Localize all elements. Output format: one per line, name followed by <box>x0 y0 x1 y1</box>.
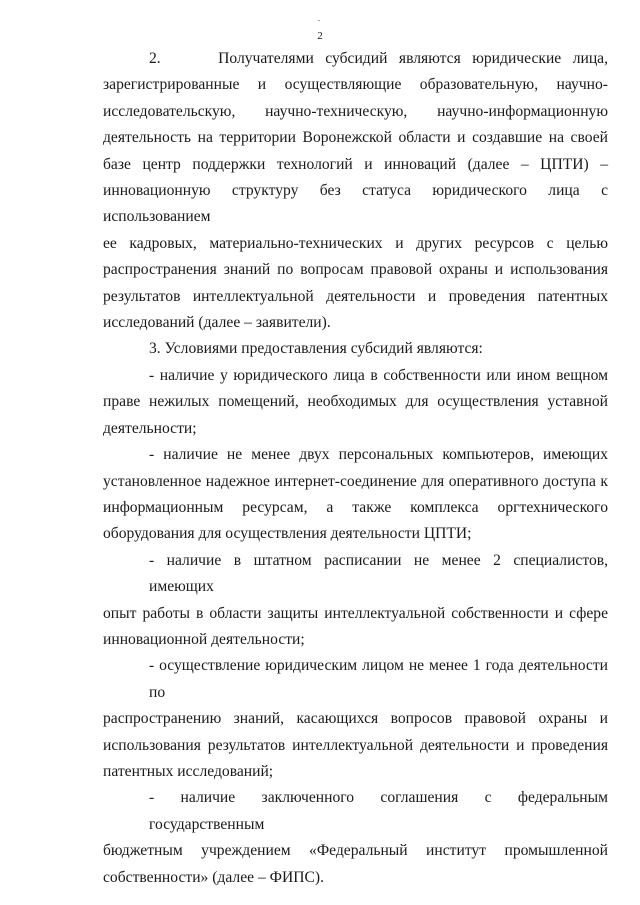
condition-item-specialists <box>103 548 608 654</box>
condition-item-premises <box>103 363 608 442</box>
text-line: распространения знаний по вопросам правовой охраны и использования <box>103 261 608 279</box>
text-line: деятельности; <box>103 419 197 437</box>
condition-item-experience <box>103 653 608 785</box>
text-line: результатов интеллектуальной деятельности и проведения патентных <box>103 287 608 305</box>
text-line: исследовательскую, научно-техническую, научно-информационную <box>103 102 608 120</box>
text-line: патентных исследований; <box>103 762 274 780</box>
text-line: установленное надежное интернет-соединение для оперативного доступа к <box>103 472 608 490</box>
text-line: информационным ресурсам, а также комплекса оргтехнического <box>103 498 608 516</box>
text-line: - наличие у юридического лица в собственности или ином вещном <box>149 366 608 384</box>
text-line: использования результатов интеллектуальной деятельности и проведения <box>103 736 608 754</box>
paragraph-recipients <box>103 46 608 336</box>
text-line: - наличие не менее двух персональных компьютеров, имеющих <box>149 446 608 464</box>
text-line: опыт работы в области защиты интеллектуальной собственности и сфере <box>103 604 608 622</box>
text-line: оборудования для осуществления деятельности ЦПТИ; <box>103 525 472 543</box>
text-line: бюджетным учреждением «Федеральный институт промышленной <box>103 842 608 860</box>
document-body <box>103 46 608 891</box>
condition-item-computers <box>103 442 608 548</box>
text-line: 2. Получателями субсидий являются юридические лица, <box>149 50 608 67</box>
condition-item-agreement <box>103 785 608 891</box>
text-line: - наличие заключенного соглашения с федеральным государственным <box>149 789 608 833</box>
text-line: зарегистрированные и осуществляющие образовательную, научно- <box>103 76 608 94</box>
text-line: базе центр поддержки технологий и инноваций (далее – ЦПТИ) – <box>103 155 608 173</box>
text-line: инновационную структуру без статуса юридического лица с использованием <box>103 182 608 226</box>
page-number: 2 <box>317 30 323 42</box>
text-line: деятельность на территории Воронежской области и создавшие на своей <box>103 129 608 147</box>
text-line: праве нежилых помещений, необходимых для осуществления уставной <box>103 393 608 411</box>
paragraph-conditions-heading <box>103 336 608 362</box>
text-line: собственности» (далее – ФИПС). <box>103 868 324 886</box>
text-line: 3. Условиями предоставления субсидий являются: <box>149 340 483 358</box>
text-line: ее кадровых, материально-технических и других ресурсов с целью <box>103 234 608 252</box>
text-line: - осуществление юридическим лицом не менее 1 года деятельности по <box>149 657 608 701</box>
text-line: инновационной деятельности; <box>103 630 305 648</box>
text-line: - наличие в штатном расписании не менее 2 специалистов, имеющих <box>149 551 608 596</box>
text-line: распространению знаний, касающихся вопросов правовой охраны и <box>103 710 608 728</box>
scan-artifact <box>318 20 320 21</box>
text-line: исследований (далее – заявители). <box>103 314 331 332</box>
